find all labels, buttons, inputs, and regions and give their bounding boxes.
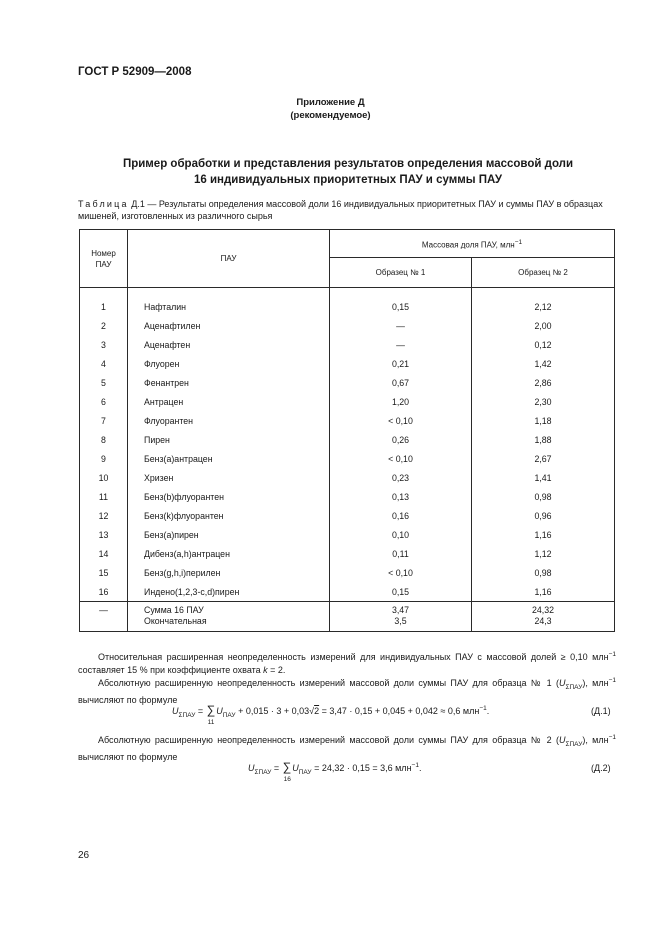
para1-k: k xyxy=(263,665,268,675)
header-sample-2: Образец № 2 xyxy=(472,258,615,288)
f2-sum-limit: 16 xyxy=(283,776,291,783)
row-sample-1: 0,11 xyxy=(330,544,472,563)
page-title xyxy=(80,156,616,188)
paragraph-relative-uncertainty xyxy=(78,648,616,677)
row-sample-2: 2,00 xyxy=(472,316,615,335)
table-row xyxy=(80,411,615,430)
formula-d2-number: (Д.2) xyxy=(591,763,611,773)
row-sample-1: 0,21 xyxy=(330,354,472,373)
row-number: 10 xyxy=(80,468,128,487)
row-sample-2: 2,12 xyxy=(472,288,615,317)
f1-end: . xyxy=(486,706,490,716)
sum-number: — xyxy=(80,602,128,632)
formula-d1-number: (Д.1) xyxy=(591,706,611,716)
header-number: Номер ПАУ xyxy=(80,230,128,288)
header-mass-fraction xyxy=(330,230,615,258)
row-number: 3 xyxy=(80,335,128,354)
results-table xyxy=(79,229,615,632)
row-name: Дибенз(a,h)антрацен xyxy=(128,544,330,563)
row-name: Нафталин xyxy=(128,288,330,317)
title-line-1: Пример обработки и представления результатов определения массовой доли xyxy=(122,158,574,170)
row-name: Бенз(b)флуорантен xyxy=(128,487,330,506)
page-number: 26 xyxy=(78,850,90,861)
para3-u: U xyxy=(558,735,566,745)
appendix-title: Приложение Д xyxy=(296,97,365,108)
row-number: 11 xyxy=(80,487,128,506)
row-sample-1: 0,67 xyxy=(330,373,472,392)
f2-eq: = xyxy=(271,763,282,773)
f2-end: . xyxy=(418,763,422,773)
table-row xyxy=(80,335,615,354)
f2-u-sub: ПАУ xyxy=(298,768,312,776)
f1-rest-2: = 3,47 · 0,15 + 0,045 + 0,042 ≈ 0,6 млн xyxy=(319,706,480,716)
table-row xyxy=(80,506,615,525)
row-name: Бенз(а)антрацен xyxy=(128,449,330,468)
f2-rest: = 24,32 · 0,15 = 3,6 млн xyxy=(311,763,412,773)
row-sample-2: 0,12 xyxy=(472,335,615,354)
para1-text-c: = 2. xyxy=(267,665,286,675)
row-number: 9 xyxy=(80,449,128,468)
row-number: 6 xyxy=(80,392,128,411)
row-sample-2: 0,98 xyxy=(472,487,615,506)
table-row xyxy=(80,449,615,468)
sum-sample-1-total: 3,47 xyxy=(391,605,410,615)
f1-sqrt-arg: 2 xyxy=(314,706,320,716)
row-sample-2: 1,42 xyxy=(472,354,615,373)
row-number: 7 xyxy=(80,411,128,430)
row-name: Аценафтен xyxy=(128,335,330,354)
para3-text-b: ), млн xyxy=(582,735,609,745)
paragraph-sample-2 xyxy=(78,731,616,764)
f1-eq: = xyxy=(195,706,206,716)
row-number: 4 xyxy=(80,354,128,373)
row-name: Антрацен xyxy=(128,392,330,411)
row-number: 2 xyxy=(80,316,128,335)
para3-exp: −1 xyxy=(608,734,616,741)
table-row xyxy=(80,430,615,449)
caption-label: Таблица xyxy=(78,199,129,209)
row-sample-1: 0,16 xyxy=(330,506,472,525)
f2-exp: −1 xyxy=(411,762,419,769)
header-name: ПАУ xyxy=(128,230,330,288)
f2-lhs: U xyxy=(248,763,255,773)
para3-text-c: вычисляют по формуле xyxy=(78,751,178,762)
table-row-sum xyxy=(80,602,615,632)
table-row xyxy=(80,582,615,602)
para1-text-b: составляет 15 % при коэффициенте охвата xyxy=(78,665,264,675)
row-sample-1: 0,15 xyxy=(330,288,472,317)
row-number: 12 xyxy=(80,506,128,525)
header-mass-fraction-exp: −1 xyxy=(514,238,523,246)
sqrt-sign: √ xyxy=(309,706,315,716)
f1-rest-1: + 0,015 · 3 + 0,03 xyxy=(235,706,310,716)
para1-text-a: Относительная расширенная неопределенность измерений для индивидуальных ПАУ с массовой долей ≥ 0,10 млн xyxy=(98,652,609,662)
table-row xyxy=(80,544,615,563)
table-row xyxy=(80,288,615,317)
sum-sample-1 xyxy=(330,602,472,632)
row-name: Аценафтилен xyxy=(128,316,330,335)
para2-text-a: Абсолютную расширенную неопределенность измерений массовой доли суммы ПАУ для образца № 1 ( xyxy=(98,678,559,688)
row-name: Бенз(k)флуорантен xyxy=(128,506,330,525)
row-name: Индено(1,2,3-c,d)пирен xyxy=(128,582,330,602)
row-sample-1: 0,10 xyxy=(330,525,472,544)
sum-name-line-1: Сумма 16 ПАУ xyxy=(144,605,204,615)
row-number: 16 xyxy=(80,582,128,602)
para2-sub: ΣПАУ xyxy=(565,683,583,691)
f1-sum-limit: 11 xyxy=(207,719,215,726)
row-name: Пирен xyxy=(128,430,330,449)
row-sample-1: 1,20 xyxy=(330,392,472,411)
f2-u: U xyxy=(292,763,299,773)
row-sample-1: 0,13 xyxy=(330,487,472,506)
sum-sign: ∑ 11 xyxy=(206,703,216,726)
appendix-subtitle: (рекомендуемое) xyxy=(290,110,371,121)
paragraph-sample-1 xyxy=(78,674,616,707)
row-sample-2: 1,16 xyxy=(472,525,615,544)
table-row xyxy=(80,468,615,487)
row-sample-1: < 0,10 xyxy=(330,563,472,582)
row-number: 5 xyxy=(80,373,128,392)
row-name: Бенз(а)пирен xyxy=(128,525,330,544)
row-sample-2: 0,96 xyxy=(472,506,615,525)
row-sample-2: 2,86 xyxy=(472,373,615,392)
row-name: Флуорантен xyxy=(128,411,330,430)
table-row xyxy=(80,563,615,582)
appendix-heading xyxy=(0,96,661,122)
row-name: Флуорен xyxy=(128,354,330,373)
row-sample-1: — xyxy=(330,335,472,354)
table-row xyxy=(80,316,615,335)
para1-exp: −1 xyxy=(608,651,616,658)
sum-sample-2 xyxy=(472,602,615,632)
row-sample-1: < 0,10 xyxy=(330,449,472,468)
f1-exp: −1 xyxy=(479,705,487,712)
row-sample-2: 1,18 xyxy=(472,411,615,430)
header-sample-1: Образец № 1 xyxy=(330,258,472,288)
document-code: ГОСТ Р 52909—2008 xyxy=(78,66,192,78)
row-sample-2: 2,67 xyxy=(472,449,615,468)
sum-name xyxy=(128,602,330,632)
row-sample-2: 0,98 xyxy=(472,563,615,582)
para2-text-c: вычисляют по формуле xyxy=(78,694,178,705)
table-row xyxy=(80,487,615,506)
row-sample-2: 1,16 xyxy=(472,582,615,602)
sum-sample-1-final: 3,5 xyxy=(394,616,407,626)
formula-d1 xyxy=(172,703,490,726)
para3-sub: ΣПАУ xyxy=(565,740,583,748)
row-number: 13 xyxy=(80,525,128,544)
row-number: 1 xyxy=(80,288,128,317)
f1-u-sub: ПАУ xyxy=(222,711,236,719)
row-sample-1: 0,23 xyxy=(330,468,472,487)
para2-text-b: ), млн xyxy=(582,678,609,688)
f1-lhs-sub: ΣПАУ xyxy=(178,711,196,719)
formula-d2 xyxy=(248,760,422,783)
row-number: 8 xyxy=(80,430,128,449)
row-number: 14 xyxy=(80,544,128,563)
table-row xyxy=(80,354,615,373)
sum-sample-2-total: 24,32 xyxy=(531,605,554,615)
para2-exp: −1 xyxy=(608,677,616,684)
table-row xyxy=(80,525,615,544)
sum-name-line-2: Окончательная xyxy=(144,616,207,626)
table-row xyxy=(80,392,615,411)
f1-lhs: U xyxy=(172,706,179,716)
sum-sign: ∑ 16 xyxy=(282,760,292,783)
row-sample-1: 0,15 xyxy=(330,582,472,602)
row-sample-1: < 0,10 xyxy=(330,411,472,430)
row-sample-2: 2,30 xyxy=(472,392,615,411)
title-line-2: 16 индивидуальных приоритетных ПАУ и суммы ПАУ xyxy=(193,174,503,186)
row-name: Хризен xyxy=(128,468,330,487)
row-name: Фенантрен xyxy=(128,373,330,392)
row-sample-2: 1,12 xyxy=(472,544,615,563)
row-number: 15 xyxy=(80,563,128,582)
row-name: Бенз(g,h,i)перилен xyxy=(128,563,330,582)
table-row xyxy=(80,373,615,392)
row-sample-1: — xyxy=(330,316,472,335)
sum-sample-2-final: 24,3 xyxy=(534,616,552,626)
row-sample-2: 1,41 xyxy=(472,468,615,487)
table-caption xyxy=(78,198,616,222)
f2-lhs-sub: ΣПАУ xyxy=(254,768,272,776)
row-sample-1: 0,26 xyxy=(330,430,472,449)
row-sample-2: 1,88 xyxy=(472,430,615,449)
para3-text-a: Абсолютную расширенную неопределенность измерений массовой доли суммы ПАУ для образца № 2 ( xyxy=(98,735,559,745)
para2-u: U xyxy=(558,678,566,688)
header-mass-fraction-text: Массовая доля ПАУ, млн xyxy=(421,240,515,250)
f1-u: U xyxy=(216,706,223,716)
caption-text: Д.1 — Результаты определения массовой доли 16 индивидуальных приоритетных ПАУ и суммы ПАУ в образцах мишеней, изготовленных из различного сырья xyxy=(78,199,603,221)
